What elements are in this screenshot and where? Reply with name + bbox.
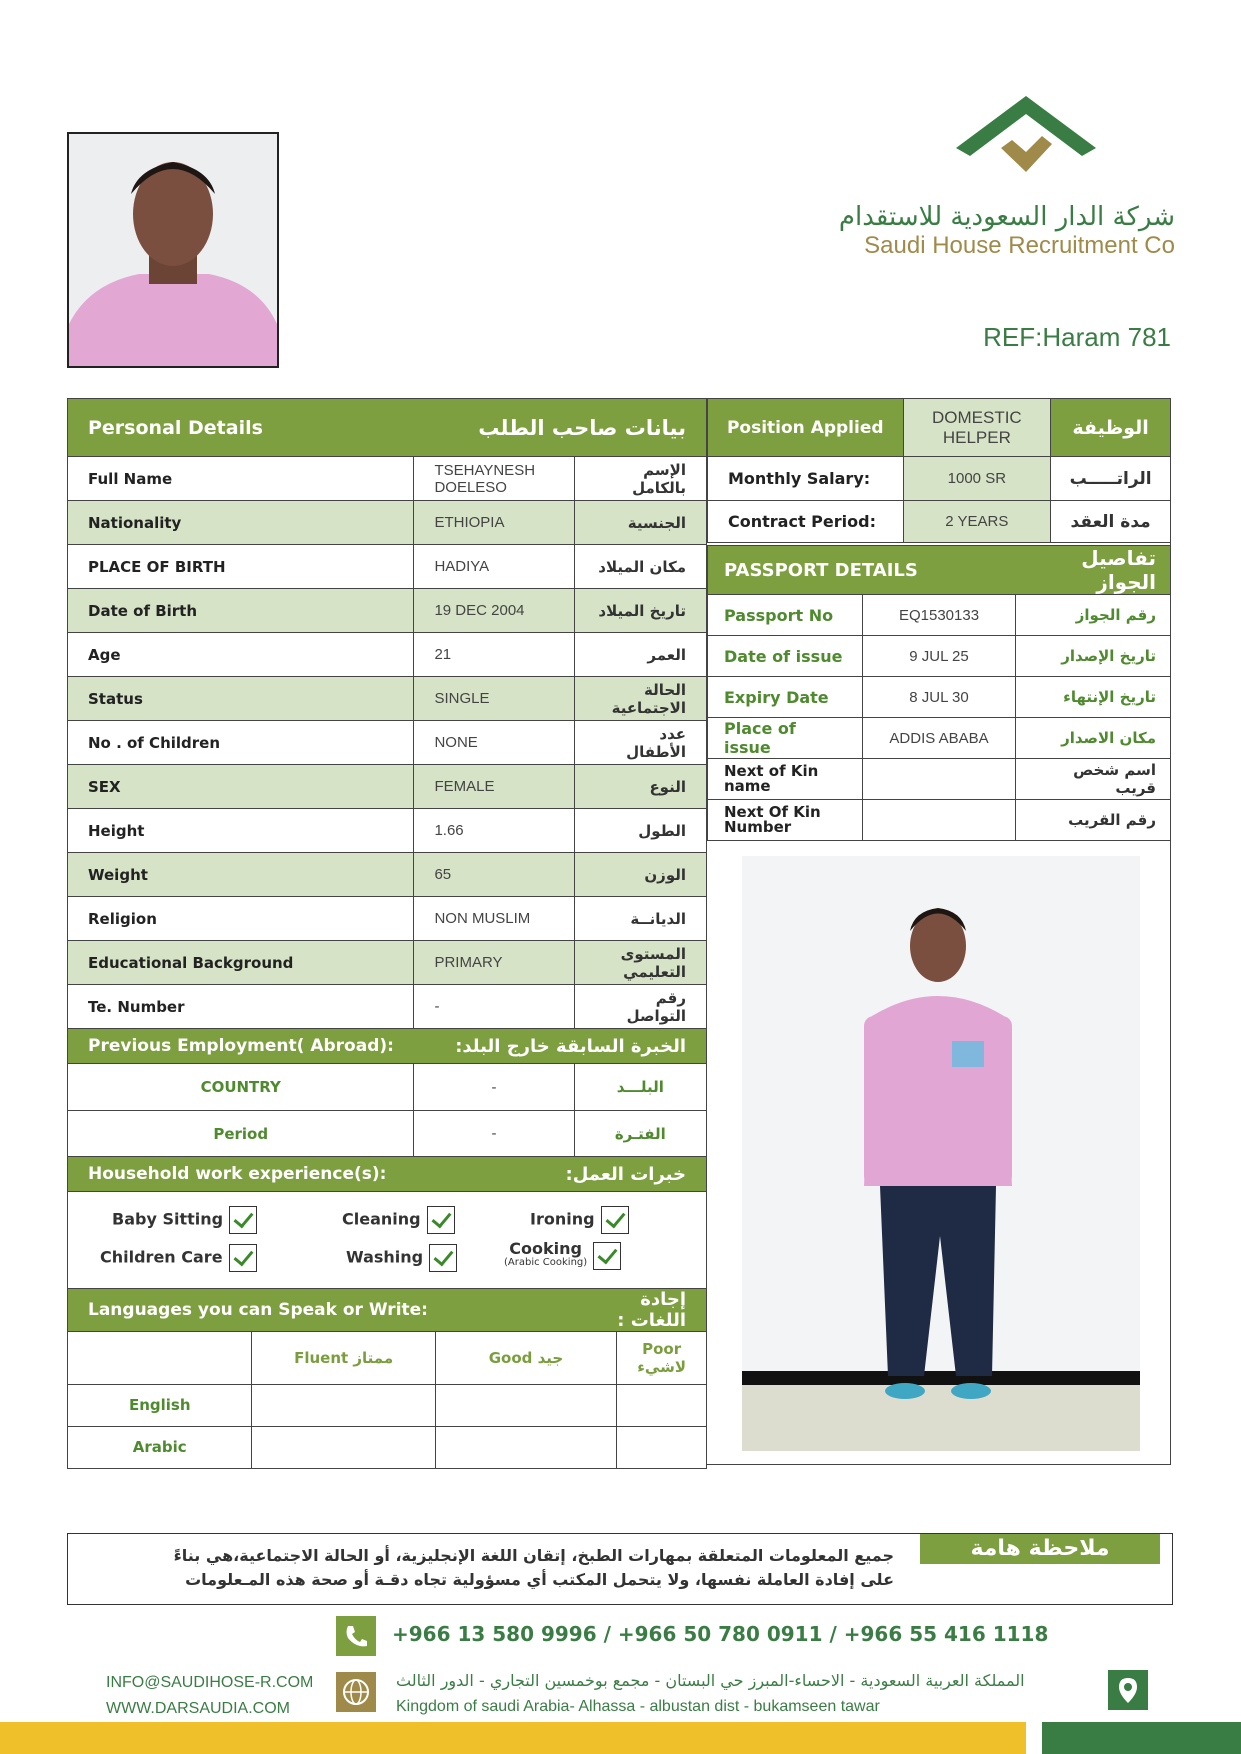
ironing-check-icon [601,1206,629,1234]
note-line-2: على إفادة العاملة نفسها، ولا يتحمل المكتب أي مسؤولية تجاه دقـة أو صحة هذه المـعلومات [185,1570,894,1589]
children-care-label: Children Care [100,1247,223,1267]
salary-label-ar: الراتـــــب [1051,457,1171,501]
row-label: Te. Number [68,985,414,1029]
row-label: No . of Children [68,721,414,765]
poor-header: Poor لاشيء [637,1339,686,1376]
row-value: 19 DEC 2004 [414,589,574,633]
note-title: ملاحظة هامة [920,1534,1160,1564]
table-row [68,765,707,809]
row-label: SEX [68,765,414,809]
position-value: DOMESTIC HELPER [903,399,1051,457]
company-logo [956,96,1096,180]
passport-no-value: EQ1530133 [862,595,1016,636]
personal-header-ar: بيانات صاحب الطلب [414,399,707,457]
kin-name-label-ar: اسم شخص قريب [1016,759,1171,800]
row-label-ar: الطول [574,809,706,853]
baby-sitting-label: Baby Sitting [112,1209,224,1229]
row-value: 1.66 [414,809,574,853]
fluent-header: Fluent ممتاز [252,1332,435,1384]
applicant-photo [67,132,279,368]
row-label: Status [68,677,414,721]
languages-table [68,1332,706,1468]
row-label-ar: تاريخ الميلاد [574,589,706,633]
globe-icon [336,1672,376,1712]
footer-bar-green [1042,1722,1241,1754]
important-note [67,1533,1173,1605]
row-label: COUNTRY [68,1064,414,1111]
kin-name-label: Next of Kin name [708,759,863,800]
row-label: Full Name [68,457,414,501]
expiry-date-label-ar: تاريخ الإنتهاء [1016,677,1171,718]
table-row [68,985,707,1029]
row-value: FEMALE [414,765,574,809]
passport-header-ar: تفاصيل الجواز [1016,546,1171,595]
languages-header-ar: إجادة اللغات : [574,1289,706,1332]
row-label-ar: البلـــد [574,1064,706,1111]
row-value: NONE [414,721,574,765]
passport-header-en: PASSPORT DETAILS [708,546,1016,595]
row-label-ar: الحالة الاجتماعية [574,677,706,721]
cooking-label: Cooking [509,1239,582,1258]
personal-header-en: Personal Details [68,399,414,457]
reference-number: REF:Haram 781 [983,322,1171,352]
issue-place-value: ADDIS ABABA [862,718,1016,759]
table-row [68,941,707,985]
expiry-date-label: Expiry Date [708,677,863,718]
address-en: Kingdom of saudi Arabia- Alhassa - albustan dist - bukamseen tawar [396,1698,880,1715]
note-line-1: جميع المعلومات المتعلقة بمهارات الطبخ، إتقان اللغة الإنجليزية، أو الحالة الاجتماعية،هي بناءً [173,1546,894,1565]
table-row [68,853,707,897]
children-care-check-icon [229,1244,257,1272]
row-value: PRIMARY [414,941,574,985]
row-label-ar: الجنسية [574,501,706,545]
english-good-cell [435,1384,617,1426]
english-label: English [68,1384,252,1426]
issue-place-label-ar: مكان الاصدار [1016,718,1171,759]
passport-table [707,545,1171,841]
issue-date-label: Date of issue [708,636,863,677]
contract-value: 2 YEARS [903,501,1051,543]
arabic-poor-cell [617,1426,706,1468]
row-label-ar: الإسم بالكامل [574,457,706,501]
row-value: HADIYA [414,545,574,589]
previous-header-ar: الخبرة السابقة خارج البلد: [414,1029,707,1064]
washing-check-icon [429,1244,457,1272]
row-value: ETHIOPIA [414,501,574,545]
table-row [68,897,707,941]
personal-details-table [67,398,707,1469]
issue-place-label: Place of issue [708,718,863,759]
row-value: 21 [414,633,574,677]
table-row [68,545,707,589]
table-row [68,633,707,677]
row-label-ar: عدد الأطفال [574,721,706,765]
footer-bar-gold [0,1722,1026,1754]
kin-number-label-ar: رقم القريب [1016,800,1171,841]
baby-sitting-check-icon [229,1206,257,1234]
washing-label: Washing [346,1247,424,1267]
row-value: - [414,1064,574,1111]
salary-value: 1000 SR [903,457,1051,501]
row-label: Period [68,1111,414,1157]
passport-no-label-ar: رقم الجواز [1016,595,1171,636]
previous-header-en: Previous Employment( Abroad): [68,1029,414,1064]
row-label-ar: النوع [574,765,706,809]
cleaning-check-icon [427,1206,455,1234]
good-header: Good جيد [435,1332,617,1384]
table-row [68,677,707,721]
email-link[interactable]: INFO@SAUDIHOSE-R.COM [106,1674,314,1691]
row-label: Religion [68,897,414,941]
passport-no-label: Passport No [708,595,863,636]
row-label: Date of Birth [68,589,414,633]
issue-date-label-ar: تاريخ الإصدار [1016,636,1171,677]
table-row [68,721,707,765]
row-label: Age [68,633,414,677]
row-label-ar: الوزن [574,853,706,897]
english-poor-cell [617,1384,706,1426]
kin-name-value [862,759,1016,800]
household-header-en: Household work experience(s): [68,1157,414,1192]
languages-header-en: Languages you can Speak or Write: [68,1289,575,1332]
position-table [707,398,1171,543]
location-pin-icon [1108,1670,1148,1710]
row-value: NON MUSLIM [414,897,574,941]
row-label-ar: الفتـرة [574,1111,706,1157]
contract-label: Contract Period: [708,501,904,543]
table-row [68,457,707,501]
position-label-en: Position Applied [708,399,904,457]
row-label-ar: العمر [574,633,706,677]
row-value: - [414,1111,574,1157]
address-ar: المملكة العربية السعودية - الاحساء-المبرز حي البستان - مجمع بوخمسين التجاري - الدور الثالث [396,1671,1025,1690]
row-value: SINGLE [414,677,574,721]
phone-icon [336,1616,376,1656]
row-label-ar: الديانــة [574,897,706,941]
kin-number-label: Next Of Kin Number [708,800,863,841]
row-value: - [414,985,574,1029]
row-label-ar: المستوى التعليمي [574,941,706,985]
table-row [68,501,707,545]
cooking-check-icon [593,1242,621,1270]
phone-numbers[interactable]: +966 13 580 9996 / +966 50 780 0911 / +966 55 416 1118 [392,1622,1049,1646]
ironing-label: Ironing [530,1209,595,1229]
issue-date-value: 9 JUL 25 [862,636,1016,677]
table-row [68,589,707,633]
row-label: Nationality [68,501,414,545]
expiry-date-value: 8 JUL 30 [862,677,1016,718]
arabic-good-cell [435,1426,617,1468]
arabic-fluent-cell [252,1426,435,1468]
company-name-ar: شركة الدار السعودية للاستقدام [838,202,1175,232]
english-fluent-cell [252,1384,435,1426]
company-name-en: Saudi House Recruitment Co [864,232,1175,259]
full-body-photo [742,856,1140,1451]
salary-label: Monthly Salary: [708,457,904,501]
row-label: PLACE OF BIRTH [68,545,414,589]
cooking-sub-label: (Arabic Cooking) [504,1257,588,1268]
arabic-label: Arabic [68,1426,252,1468]
table-row [68,1064,707,1111]
row-label: Height [68,809,414,853]
contract-label-ar: مدة العقد [1051,501,1171,543]
row-label: Weight [68,853,414,897]
kin-number-value [862,800,1016,841]
website-link[interactable]: WWW.DARSAUDIA.COM [106,1700,290,1717]
household-header-ar: خبرات العمل: [414,1157,707,1192]
table-row [68,809,707,853]
row-label: Educational Background [68,941,414,985]
cleaning-label: Cleaning [342,1209,421,1229]
row-label-ar: مكان الميلاد [574,545,706,589]
row-value: TSEHAYNESH DOELESO [414,457,574,501]
position-label-ar: الوظيفة [1051,399,1171,457]
row-value: 65 [414,853,574,897]
row-label-ar: رقم التواصل [574,985,706,1029]
table-row [68,1111,707,1157]
